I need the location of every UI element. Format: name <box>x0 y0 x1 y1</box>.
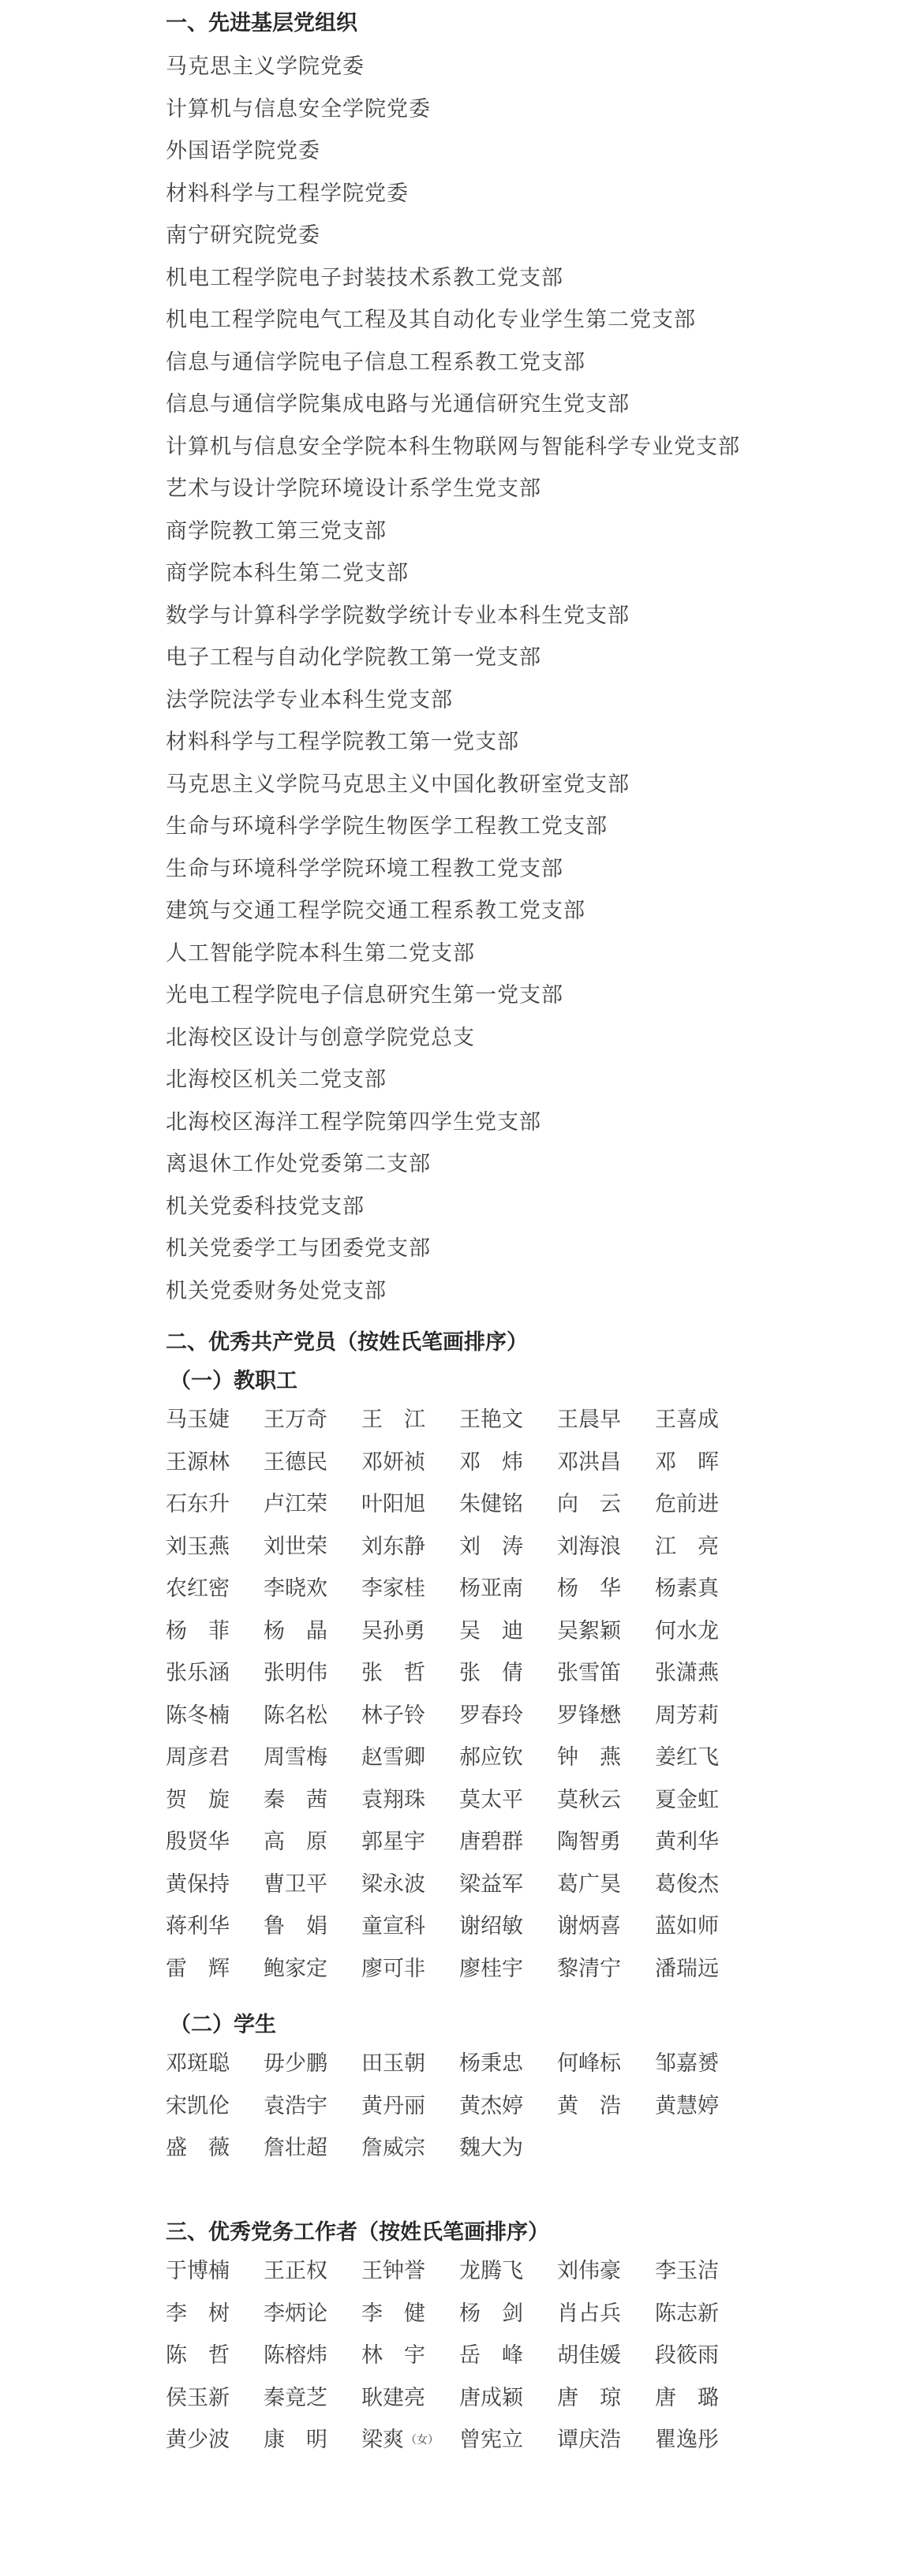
org-list-item: 商学院教工第三党支部 <box>166 518 387 544</box>
org-list-item: 机关党委学工与团委党支部 <box>166 1236 431 1261</box>
org-list-item: 机关党委科技党支部 <box>166 1194 365 1219</box>
staff-name: 周雪梅 <box>264 1745 327 1770</box>
staff-name: 王万奇 <box>264 1408 327 1432</box>
staff-name: 赵雪卿 <box>361 1745 425 1770</box>
worker-name: 于博楠 <box>166 2259 230 2283</box>
org-list-item: 计算机与信息安全学院本科生物联网与智能科学专业党支部 <box>166 434 740 459</box>
staff-name: 莫秋云 <box>557 1787 621 1812</box>
worker-name: 陈志新 <box>655 2301 719 2326</box>
staff-name: 张 哲 <box>361 1661 425 1685</box>
org-list-item: 商学院本科生第二党支部 <box>166 561 409 585</box>
staff-name: 刘世荣 <box>264 1534 327 1559</box>
worker-name: 龙腾飞 <box>459 2259 523 2283</box>
worker-name: 陈 哲 <box>166 2343 230 2368</box>
org-list-item: 南宁研究院党委 <box>166 223 320 248</box>
staff-name: 蓝如师 <box>655 1914 719 1939</box>
org-list-item: 光电工程学院电子信息研究生第一党支部 <box>166 983 563 1008</box>
staff-name: 吴絮颖 <box>557 1618 621 1643</box>
staff-name: 李晓欢 <box>264 1576 327 1601</box>
staff-name: 刘海浪 <box>557 1534 621 1559</box>
student-name-grid <box>166 2043 781 2170</box>
staff-name: 郭星宇 <box>361 1830 425 1854</box>
staff-name: 刘东静 <box>361 1534 425 1559</box>
staff-subtitle: （一）教职工 <box>170 1369 297 1393</box>
org-list-item: 生命与环境科学学院环境工程教工党支部 <box>166 856 563 881</box>
staff-name: 林子铃 <box>361 1703 425 1728</box>
worker-name: 林 宇 <box>361 2343 425 2368</box>
staff-name: 邓洪昌 <box>557 1449 621 1475</box>
staff-name: 杨 菲 <box>166 1618 230 1643</box>
worker-name: 李 树 <box>166 2301 230 2326</box>
staff-name: 刘玉燕 <box>166 1534 230 1559</box>
student-name: 邹嘉赟 <box>655 2051 719 2076</box>
staff-name: 李家桂 <box>361 1576 425 1601</box>
staff-name: 危前进 <box>655 1492 719 1516</box>
worker-name: 陈榕炜 <box>264 2343 327 2368</box>
staff-name: 唐碧群 <box>459 1830 523 1854</box>
staff-name: 卢江荣 <box>264 1492 327 1516</box>
staff-name: 陈名松 <box>264 1703 327 1728</box>
staff-name: 叶阳旭 <box>361 1492 425 1516</box>
gender-note: （女） <box>406 2433 439 2447</box>
staff-name: 谢炳喜 <box>557 1914 621 1939</box>
org-list-item: 法学院法学专业本科生党支部 <box>166 687 453 712</box>
worker-name: 曾宪立 <box>459 2428 523 2452</box>
student-name: 黄丹丽 <box>361 2093 425 2118</box>
worker-name: 王钟誉 <box>361 2259 425 2283</box>
staff-name: 江 亮 <box>655 1534 719 1559</box>
student-name: 盛 薇 <box>166 2136 230 2160</box>
org-list-item: 北海校区设计与创意学院党总支 <box>166 1025 475 1050</box>
staff-name: 王晨早 <box>557 1408 621 1432</box>
staff-name: 童宣科 <box>361 1914 425 1939</box>
staff-name: 葛俊杰 <box>655 1871 719 1897</box>
staff-name: 黄保持 <box>166 1871 230 1897</box>
staff-name: 邓 炜 <box>459 1449 523 1475</box>
worker-name: 肖占兵 <box>557 2301 621 2326</box>
staff-name: 郝应钦 <box>459 1745 523 1770</box>
worker-name: 谭庆浩 <box>557 2428 621 2452</box>
staff-name: 潘瑞远 <box>655 1956 719 1981</box>
staff-name: 钟 燕 <box>557 1745 621 1770</box>
worker-name: 唐 璐 <box>655 2385 719 2410</box>
worker-name: 李玉洁 <box>655 2259 719 2283</box>
student-name: 邓斑聪 <box>166 2051 230 2076</box>
worker-name: 梁爽 （女） <box>361 2428 439 2452</box>
staff-name: 葛广昊 <box>557 1871 621 1897</box>
worker-name: 李炳论 <box>264 2301 327 2326</box>
staff-name: 黎清宁 <box>557 1956 621 1981</box>
org-list-item: 材料科学与工程学院党委 <box>166 181 409 206</box>
staff-name: 王源林 <box>166 1449 230 1475</box>
org-list-item: 马克思主义学院马克思主义中国化教研室党支部 <box>166 772 630 797</box>
worker-name: 唐成颖 <box>459 2385 523 2410</box>
staff-name: 梁永波 <box>361 1871 425 1897</box>
student-name: 杨秉忠 <box>459 2051 523 2076</box>
staff-name: 谢绍敏 <box>459 1914 523 1939</box>
staff-name: 石东升 <box>166 1492 230 1516</box>
staff-name: 陶智勇 <box>557 1830 621 1854</box>
worker-name: 瞿逸彤 <box>655 2428 719 2452</box>
student-name: 宋凯伦 <box>166 2093 230 2118</box>
student-name: 袁浩宇 <box>264 2093 327 2118</box>
staff-name: 王德民 <box>264 1449 327 1475</box>
staff-name: 贺 旋 <box>166 1787 230 1812</box>
org-list-item: 材料科学与工程学院教工第一党支部 <box>166 730 519 754</box>
student-name: 田玉朝 <box>361 2051 425 2076</box>
org-list-item: 外国语学院党委 <box>166 139 320 163</box>
student-name: 詹威宗 <box>361 2136 425 2160</box>
worker-name: 康 明 <box>264 2428 327 2452</box>
staff-name: 邓妍祯 <box>361 1449 425 1475</box>
worker-name: 段筱雨 <box>655 2343 719 2368</box>
staff-name: 罗春玲 <box>459 1703 523 1728</box>
staff-name: 杨 华 <box>557 1576 621 1601</box>
staff-name: 曹卫平 <box>264 1871 327 1897</box>
student-name: 黄 浩 <box>557 2093 621 2118</box>
staff-name: 姜红飞 <box>655 1745 719 1770</box>
student-name: 魏大为 <box>459 2136 523 2160</box>
worker-name: 刘伟豪 <box>557 2259 621 2283</box>
staff-name: 袁翔珠 <box>361 1787 425 1812</box>
staff-name: 夏金虹 <box>655 1787 719 1812</box>
student-name: 毋少鹏 <box>264 2051 327 2076</box>
worker-name: 李 健 <box>361 2301 425 2326</box>
staff-name: 鲍家定 <box>264 1956 327 1981</box>
org-list-item: 马克思主义学院党委 <box>166 54 365 79</box>
staff-name: 吴孙勇 <box>361 1618 425 1643</box>
staff-name: 鲁 娟 <box>264 1914 327 1939</box>
section3-title: 三、优秀党务工作者（按姓氏笔画排序） <box>166 2220 549 2245</box>
worker-name-grid <box>166 2250 781 2462</box>
org-list-item: 人工智能学院本科生第二党支部 <box>166 940 475 966</box>
staff-name: 周彦君 <box>166 1745 230 1770</box>
staff-name: 向 云 <box>557 1492 621 1516</box>
org-list <box>166 46 876 1312</box>
staff-name: 吴 迪 <box>459 1618 523 1643</box>
org-list-item: 信息与通信学院电子信息工程系教工党支部 <box>166 350 585 375</box>
org-list-item: 信息与通信学院集成电路与光通信研究生党支部 <box>166 392 630 417</box>
staff-name: 王 江 <box>361 1408 425 1432</box>
staff-name: 杨素真 <box>655 1576 719 1601</box>
worker-name: 唐 琼 <box>557 2385 621 2410</box>
staff-name: 张明伟 <box>264 1661 327 1685</box>
worker-name: 岳 峰 <box>459 2343 523 2368</box>
worker-name: 秦竟芝 <box>264 2385 327 2410</box>
staff-name: 农红密 <box>166 1576 230 1601</box>
student-name: 何峰标 <box>557 2051 621 2076</box>
staff-name: 罗锋懋 <box>557 1703 621 1728</box>
staff-name-grid <box>166 1399 781 1990</box>
student-name: 詹壮超 <box>264 2136 327 2160</box>
staff-name: 王艳文 <box>459 1408 523 1432</box>
worker-name: 胡佳媛 <box>557 2343 621 2368</box>
staff-name: 朱健铭 <box>459 1492 523 1516</box>
staff-name: 高 原 <box>264 1830 327 1854</box>
staff-name: 蒋利华 <box>166 1914 230 1939</box>
staff-name: 莫太平 <box>459 1787 523 1812</box>
worker-name: 杨 剑 <box>459 2301 523 2326</box>
staff-name: 杨 晶 <box>264 1618 327 1643</box>
org-list-item: 数学与计算科学学院数学统计专业本科生党支部 <box>166 603 630 628</box>
org-list-item: 计算机与信息安全学院党委 <box>166 96 431 122</box>
staff-name: 廖可非 <box>361 1956 425 1981</box>
staff-name: 殷贤华 <box>166 1830 230 1854</box>
org-list-item: 机电工程学院电气工程及其自动化专业学生第二党支部 <box>166 308 696 332</box>
staff-name: 杨亚南 <box>459 1576 523 1601</box>
org-list-item: 电子工程与自动化学院教工第一党支部 <box>166 645 541 670</box>
org-list-item: 离退休工作处党委第二支部 <box>166 1152 431 1176</box>
staff-name: 王喜成 <box>655 1408 719 1432</box>
staff-name: 张 倩 <box>459 1661 523 1685</box>
staff-name: 周芳莉 <box>655 1703 719 1728</box>
staff-name: 黄利华 <box>655 1830 719 1854</box>
staff-name: 梁益军 <box>459 1871 523 1897</box>
section1-title: 一、先进基层党组织 <box>166 11 357 36</box>
staff-name: 张乐涵 <box>166 1661 230 1685</box>
staff-name: 张潇燕 <box>655 1661 719 1685</box>
org-list-item: 北海校区机关二党支部 <box>166 1067 387 1092</box>
student-name: 黄杰婷 <box>459 2093 523 2118</box>
org-list-item: 艺术与设计学院环境设计系学生党支部 <box>166 477 541 501</box>
worker-name: 王正权 <box>264 2259 327 2283</box>
org-list-item: 机电工程学院电子封装技术系教工党支部 <box>166 265 563 290</box>
staff-name: 廖桂宇 <box>459 1956 523 1981</box>
staff-name: 邓 晖 <box>655 1449 719 1475</box>
staff-name: 雷 辉 <box>166 1956 230 1981</box>
worker-name: 耿建亮 <box>361 2385 425 2410</box>
section2-title: 二、优秀共产党员（按姓氏笔画排序） <box>166 1330 528 1355</box>
worker-name: 侯玉新 <box>166 2385 230 2410</box>
staff-name: 刘 涛 <box>459 1534 523 1559</box>
org-list-item: 机关党委财务处党支部 <box>166 1278 387 1303</box>
org-list-item: 建筑与交通工程学院交通工程系教工党支部 <box>166 899 585 923</box>
staff-name: 秦 茜 <box>264 1787 327 1812</box>
student-name: 黄慧婷 <box>655 2093 719 2118</box>
staff-name: 马玉婕 <box>166 1408 230 1432</box>
staff-name: 何水龙 <box>655 1618 719 1643</box>
org-list-item: 生命与环境科学学院生物医学工程教工党支部 <box>166 814 608 839</box>
worker-name: 黄少波 <box>166 2428 230 2452</box>
staff-name: 陈冬楠 <box>166 1703 230 1728</box>
students-subtitle: （二）学生 <box>170 2013 276 2037</box>
org-list-item: 北海校区海洋工程学院第四学生党支部 <box>166 1109 541 1135</box>
staff-name: 张雪笛 <box>557 1661 621 1685</box>
